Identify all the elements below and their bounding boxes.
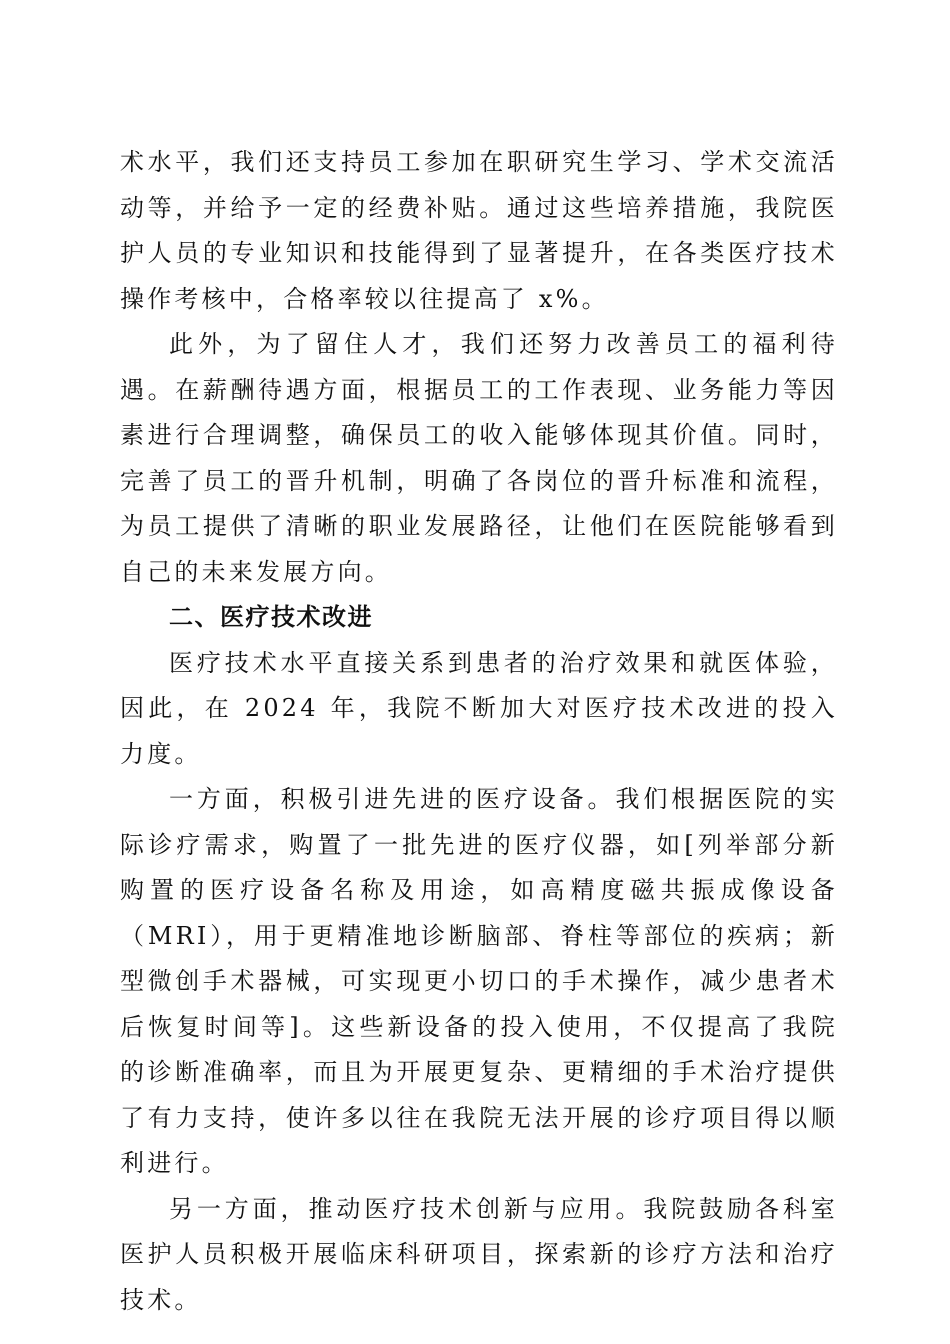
paragraph-welfare: 此外，为了留住人才，我们还努力改善员工的福利待遇。在薪酬待遇方面，根据员工的工作表现、业务能力等因素进行合理调整，确保员工的收入能够体现其价值。同时，完善了员工的晋升机制，明确了各岗位的晋升标准和流程，为员工提供了清晰的职业发展路径，让他们在医院能够看到自己的未来发展方向。 (120, 330, 838, 586)
paragraph-innovation: 另一方面，推动医疗技术创新与应用。我院鼓励各科室医护人员积极开展临床科研项目，探索新的诊疗方法和治疗技术。 (120, 1194, 838, 1314)
paragraph-tech-intro: 医疗技术水平直接关系到患者的治疗效果和就医体验，因此，在 2024 年，我院不断加大对医疗技术改进的投入力度。 (120, 648, 838, 768)
section-heading: 二、医疗技术改进 (169, 603, 373, 631)
paragraph-continuation: 术水平，我们还支持员工参加在职研究生学习、学术交流活动等，并给予一定的经费补贴。通过这些培养措施，我院医护人员的专业知识和技能得到了显著提升，在各类医疗技术操作考核中，合格率较以往提高了 x%。 (120, 148, 838, 313)
paragraph-equipment: 一方面，积极引进先进的医疗设备。我们根据医院的实际诊疗需求，购置了一批先进的医疗仪器，如[列举部分新购置的医疗设备名称及用途，如高精度磁共振成像设备（MRI），用于更精准地诊断脑部、脊柱等部位的疾病；新型微创手术器械，可实现更小切口的手术操作，减少患者术后恢复时间等]。这些新设备的投入使用，不仅提高了我院的诊断准确率，而且为开展更复杂、更精细的手术治疗提供了有力支持，使许多以往在我院无法开展的诊疗项目得以顺利进行。 (120, 785, 838, 1177)
document-body (120, 140, 838, 1323)
